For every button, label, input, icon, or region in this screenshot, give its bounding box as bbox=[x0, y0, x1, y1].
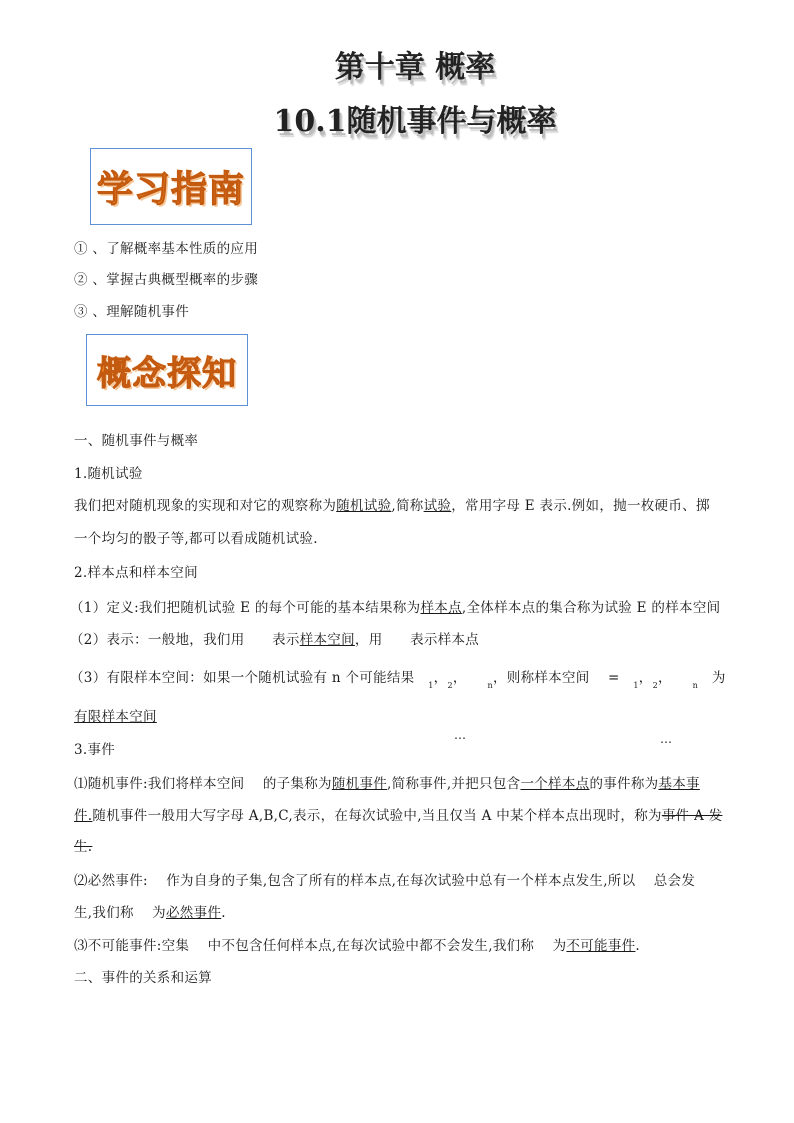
study-guide-badge bbox=[90, 148, 252, 225]
text: （2）表示：一般地，我们用 表示 bbox=[70, 632, 300, 648]
heading-random-events: 一、随机事件与概率 bbox=[74, 433, 199, 449]
text: ， bbox=[638, 670, 653, 686]
text: （3）有限样本空间：如果一个随机试验有 n 个可能结果 bbox=[70, 670, 429, 686]
section-title: 10.1随机事件与概率 bbox=[273, 104, 557, 139]
struck-text: 事件 A 发 bbox=[661, 808, 723, 824]
text: ，常用字母 E 表示.例如，抛一枚硬币、掷 bbox=[451, 498, 710, 514]
certain-event-line1: ⑵必然事件: 作为自身的子集,包含了所有的样本点,在每次试验中总有一个样本点发生,所以 总会发 bbox=[74, 873, 696, 889]
heading-events: 3.事件 bbox=[74, 742, 116, 758]
certain-event-line2 bbox=[74, 901, 226, 921]
paragraph-trial-line2: 一个均匀的骰子等,都可以看成随机试验. bbox=[74, 531, 318, 547]
subscript: 1 bbox=[633, 681, 639, 690]
finite-space-line bbox=[70, 666, 726, 690]
text: （1）定义:我们把随机试验 E 的每个可能的基本结果称为 bbox=[70, 600, 421, 616]
paragraph-trial-line1 bbox=[74, 494, 710, 514]
text: ⑴随机事件:我们将样本空间 的子集称为 bbox=[74, 776, 332, 792]
term-sample-point: 样本点 bbox=[420, 600, 462, 616]
subscript: 2 bbox=[447, 681, 453, 690]
subscript: 1 bbox=[428, 681, 434, 690]
term-one-sample-point: 一个样本点 bbox=[520, 776, 590, 792]
text: ， bbox=[452, 670, 488, 686]
text: . bbox=[221, 905, 226, 921]
text: ,全体样本点的集合称为试验 E 的样本空间 bbox=[461, 600, 721, 616]
ellipsis-1: … bbox=[454, 728, 466, 742]
random-event-line1 bbox=[74, 772, 700, 792]
term-certain-event: 必然事件 bbox=[165, 905, 222, 921]
text: ⑶不可能事件:空集 中不包含任何样本点,在每次试验中都不会发生,我们称 为 bbox=[74, 938, 567, 954]
term-impossible-event: 不可能事件 bbox=[566, 938, 636, 954]
heading-event-relations: 二、事件的关系和运算 bbox=[74, 970, 212, 986]
study-guide-label: 学习指南 bbox=[96, 169, 245, 210]
random-event-line2 bbox=[74, 804, 722, 824]
objective-3: ③ 、理解随机事件 bbox=[74, 304, 189, 320]
text: ， bbox=[433, 670, 448, 686]
random-event-line3 bbox=[74, 835, 92, 855]
text: 为 bbox=[698, 670, 726, 686]
ellipsis-2: … bbox=[660, 732, 672, 746]
objective-1: ① 、了解概率基本性质的应用 bbox=[74, 241, 258, 257]
subscript: n bbox=[487, 681, 493, 690]
term-random-trial: 随机试验 bbox=[336, 498, 392, 514]
struck-text: 生. bbox=[74, 839, 93, 855]
term-basic-event: 基本事 bbox=[658, 776, 700, 792]
heading-random-trial: 1.随机试验 bbox=[74, 466, 143, 482]
text: ,简称事件,并把只包含 bbox=[387, 776, 521, 792]
text: ，则称样本空间 = bbox=[492, 670, 634, 686]
text: ， bbox=[657, 670, 693, 686]
text: . bbox=[635, 938, 641, 954]
text: 随机事件一般用大写字母 A,B,C,表示，在每次试验中,当且仅当 A 中某个样本点出现时，称为 bbox=[92, 808, 662, 824]
impossible-event-line bbox=[74, 934, 640, 954]
text: ,简称 bbox=[391, 498, 424, 514]
heading-sample-space: 2.样本点和样本空间 bbox=[74, 565, 198, 581]
representation-line bbox=[70, 628, 479, 648]
concept-label: 概念探知 bbox=[97, 353, 237, 394]
term-finite-sample-space: 有限样本空间 bbox=[74, 709, 157, 725]
subscript: 2 bbox=[652, 681, 658, 690]
definition-line bbox=[70, 596, 720, 616]
chapter-title: 第十章 概率 bbox=[334, 50, 496, 85]
subscript: n bbox=[692, 681, 699, 690]
text: ，用 表示样本点 bbox=[354, 632, 480, 648]
concept-badge bbox=[86, 334, 248, 406]
text: 的事件称为 bbox=[589, 776, 659, 792]
text: 生,我们称 为 bbox=[74, 905, 166, 921]
objective-2: ② 、掌握古典概型概率的步骤 bbox=[74, 272, 258, 288]
term-sample-space: 样本空间 bbox=[299, 632, 355, 648]
term-trial: 试验 bbox=[423, 498, 452, 514]
finite-space-term-line bbox=[74, 705, 157, 725]
text: 我们把对随机现象的实现和对它的观察称为 bbox=[74, 498, 337, 514]
term-random-event: 随机事件 bbox=[331, 776, 388, 792]
term-basic-event-end: 件. bbox=[74, 808, 93, 824]
